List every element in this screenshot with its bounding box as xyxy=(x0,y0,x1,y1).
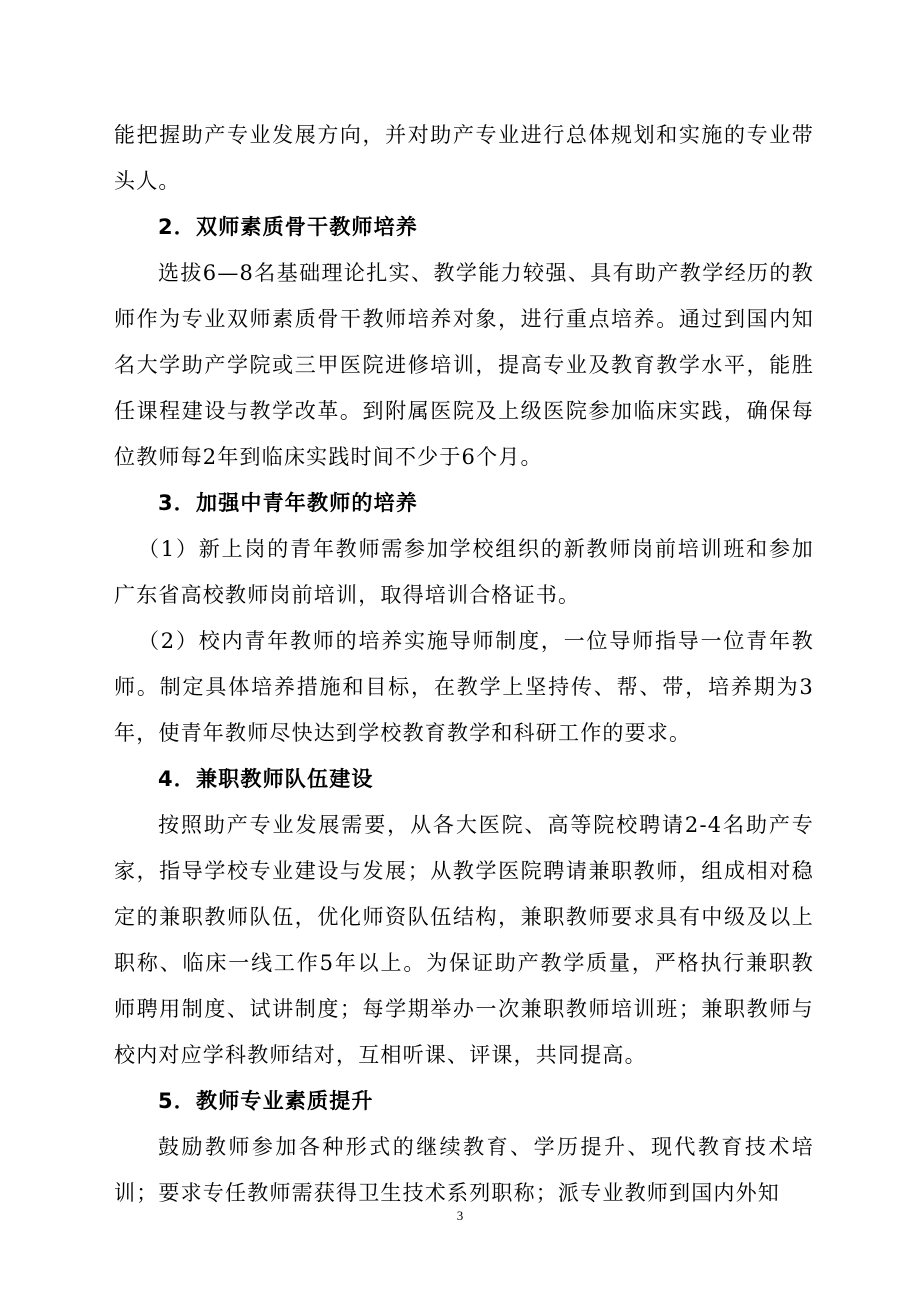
paragraph-item-1: （1）新上岗的青年教师需参加学校组织的新教师岗前培训班和参加广东省高校教师岗前培训，取得培训合格证书。 xyxy=(114,537,814,607)
paragraph-quality-improvement: 鼓励教师参加各种形式的继续教育、学历提升、现代教育技术培训；要求专任教师需获得卫生技术系列职称；派专业教师到国内外知 xyxy=(114,1135,814,1205)
paragraph-backbone-teachers: 选拔6—8名基础理论扎实、教学能力较强、具有助产教学经历的教师作为专业双师素质骨干教师培养对象，进行重点培养。通过到国内知名大学助产学院或三甲医院进修培训，提高专业及教育教学水平，能胜任课程建设与教学改革。到附属医院及上级医院参加临床实践，确保每位教师每2年到临床实践时间不少于6个月。 xyxy=(114,261,814,469)
paragraph-intro: 能把握助产专业发展方向，并对助产专业进行总体规划和实施的专业带头人。 xyxy=(114,123,814,193)
paragraph-part-time-teachers: 按照助产专业发展需要，从各大医院、高等院校聘请2-4名助产专家，指导学校专业建设与发展；从教学医院聘请兼职教师，组成相对稳定的兼职教师队伍，优化师资队伍结构，兼职教师要求具有中级及以上职称、临床一线工作5年以上。为保证助产教学质量，严格执行兼职教师聘用制度、试讲制度；每学期举办一次兼职教师培训班；兼职教师与校内对应学科教师结对，互相听课、评课，共同提高。 xyxy=(114,813,814,1067)
section-heading-5: 5．教师专业素质提升 xyxy=(158,1089,374,1113)
page-number: 3 xyxy=(456,1208,464,1223)
section-heading-4: 4．兼职教师队伍建设 xyxy=(158,767,374,791)
section-heading-2: 2．双师素质骨干教师培养 xyxy=(158,215,419,239)
document-body xyxy=(114,112,814,1216)
section-heading-3: 3．加强中青年教师的培养 xyxy=(158,491,419,515)
paragraph-item-2: （2）校内青年教师的培养实施导师制度，一位导师指导一位青年教师。制定具体培养措施和目标，在教学上坚持传、帮、带，培养期为3年，使青年教师尽快达到学校教育教学和科研工作的要求。 xyxy=(114,629,814,745)
